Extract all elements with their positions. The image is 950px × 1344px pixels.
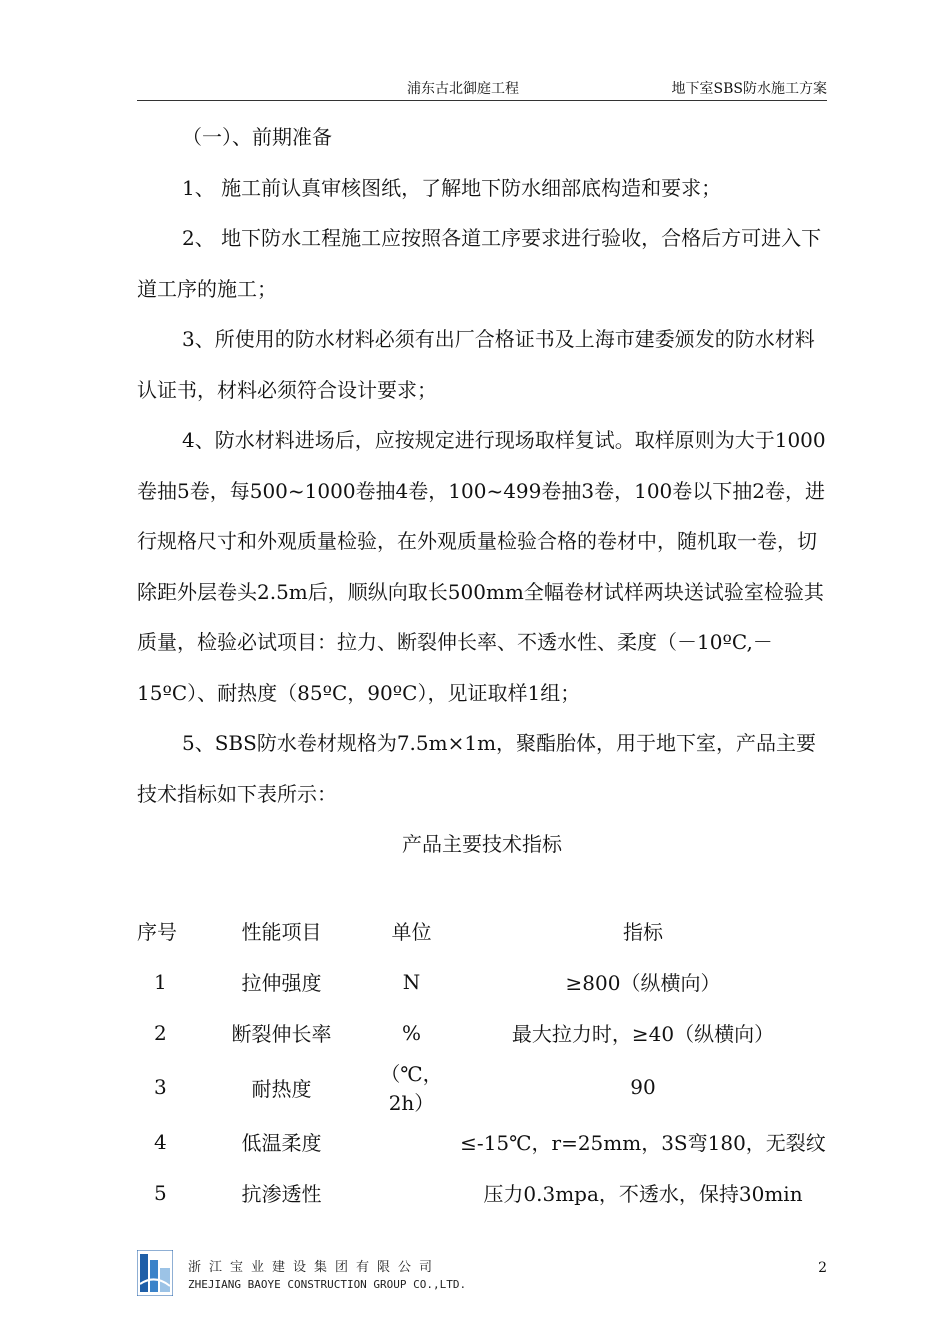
company-name-english: ZHEJIANG BAOYE CONSTRUCTION GROUP CO.,LTD. bbox=[188, 1278, 467, 1291]
paragraph-item-5: 5、SBS防水卷材规格为7.5m×1m，聚酯胎体，用于地下室，产品主要技术指标如下表所示： bbox=[137, 731, 817, 806]
table-header-row bbox=[137, 905, 827, 956]
table-header-cell: 性能项目 bbox=[241, 920, 322, 944]
table-cell: 压力0.3mpa，不透水，保持30min bbox=[483, 1182, 803, 1206]
table-cell: 最大拉力时，≥40（纵横向） bbox=[511, 1022, 775, 1046]
table-header-cell: 序号 bbox=[137, 920, 177, 944]
paragraph-item-3: 3、所使用的防水材料必须有出厂合格证书及上海市建委颁发的防水材料认证书，材料必须符合设计要求； bbox=[137, 327, 815, 402]
table-cell: 3 bbox=[154, 1075, 167, 1099]
table-cell: 拉伸强度 bbox=[241, 971, 322, 995]
table-cell: N bbox=[402, 969, 421, 994]
table-cell: % bbox=[401, 1020, 421, 1045]
table-cell: （℃，2h） bbox=[380, 1062, 443, 1115]
paragraph-item-4: 4、防水材料进场后，应按规定进行现场取样复试。取样原则为大于1000卷抽5卷，每500~1000卷抽4卷，100~499卷抽3卷，100卷以下抽2卷，进行规格尺寸和外观质量检验，在外观质量检验合格的卷材中，随机取一卷，切除距外层卷头2.5m后，顺纵向取长500mm全幅卷材试样两块送试验室检验其质量，检验必试项目：拉力、断裂伸长率、不透水性、柔度（－10ºC,－15ºC）、耐热度（85ºC，90ºC），见证取样1组； bbox=[137, 428, 826, 705]
company-name-chinese: 浙江宝业建设集团有限公司 bbox=[188, 1260, 441, 1275]
table-cell: 断裂伸长率 bbox=[231, 1022, 332, 1046]
table-cell: 1 bbox=[154, 969, 167, 994]
page-number: 2 bbox=[818, 1260, 827, 1276]
table-row bbox=[137, 1058, 827, 1116]
table-header-cell: 单位 bbox=[391, 920, 432, 944]
table-cell: 2 bbox=[154, 1020, 167, 1045]
table-cell: 4 bbox=[154, 1129, 167, 1154]
table-cell: ≥800（纵横向） bbox=[565, 971, 721, 995]
table-row bbox=[137, 1167, 827, 1218]
paragraph-item-2: 2、 地下防水工程施工应按照各道工序要求进行验收，合格后方可进入下道工序的施工； bbox=[137, 226, 822, 301]
table-cell bbox=[364, 1116, 459, 1167]
header-document-title: 地下室SBS防水施工方案 bbox=[671, 81, 827, 97]
table-cell bbox=[364, 1167, 459, 1218]
table-row bbox=[137, 1116, 827, 1167]
document-body bbox=[137, 112, 827, 870]
spec-table bbox=[137, 905, 827, 1218]
table-cell: 低温柔度 bbox=[241, 1131, 322, 1155]
table-cell: 抗渗透性 bbox=[241, 1182, 322, 1206]
section-title: （一）、前期准备 bbox=[182, 125, 332, 149]
table-header-cell: 指标 bbox=[623, 920, 663, 944]
table-cell: 5 bbox=[154, 1180, 167, 1205]
page-footer bbox=[137, 1248, 827, 1300]
table-row bbox=[137, 956, 827, 1007]
page-header bbox=[137, 76, 827, 101]
table-cell: ≤-15℃，r=25mm，3S弯180，无裂纹 bbox=[460, 1131, 826, 1155]
table-title: 产品主要技术指标 bbox=[402, 832, 562, 856]
company-logo-icon bbox=[137, 1250, 173, 1296]
table-cell: 90 bbox=[630, 1075, 656, 1099]
paragraph-item-1: 1、 施工前认真审核图纸，了解地下防水细部底构造和要求； bbox=[182, 175, 722, 200]
header-project-name: 浦东古北御庭工程 bbox=[407, 81, 519, 97]
table-cell: 耐热度 bbox=[251, 1076, 312, 1101]
table-row bbox=[137, 1007, 827, 1058]
